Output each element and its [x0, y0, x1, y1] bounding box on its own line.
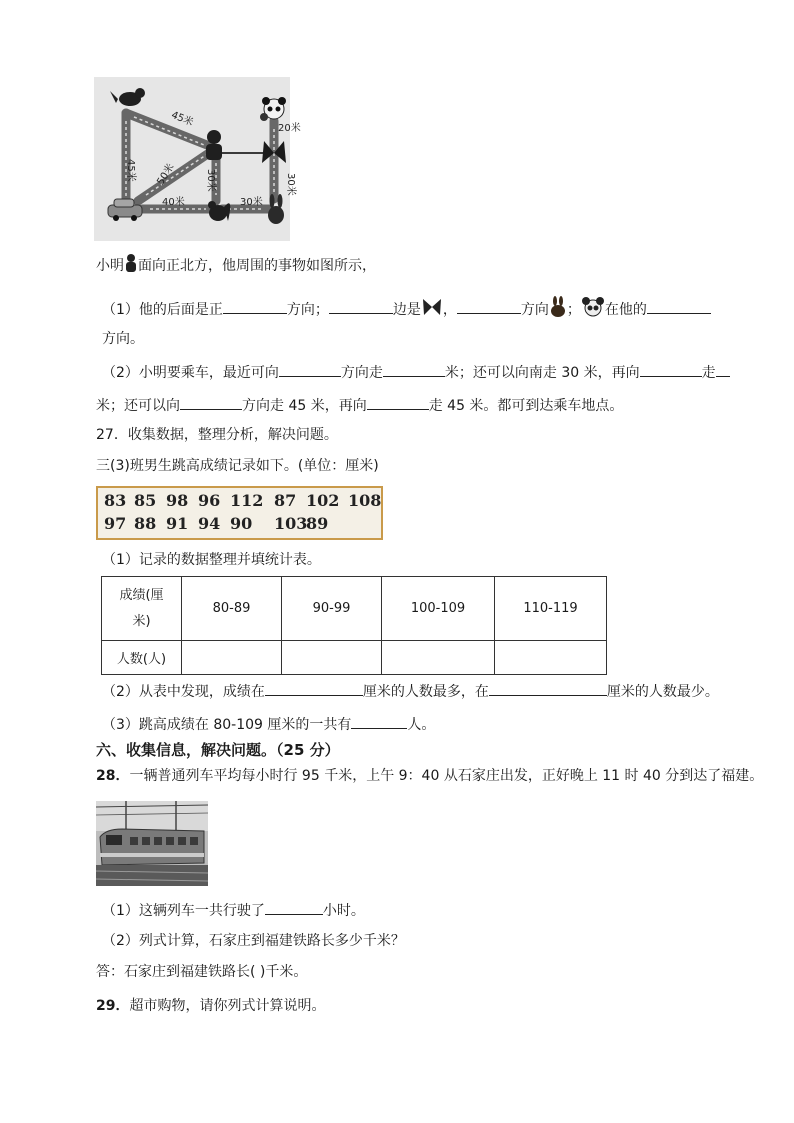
- q28-answer: 答：石家庄到福建铁路长( )千米。: [96, 964, 308, 980]
- data-value: 102: [306, 491, 340, 510]
- range-cell: 110-119: [495, 577, 607, 641]
- q28-text: 28．一辆普通列车平均每小时行 95 千米，上午 9：40 从石家庄出发，正好晚上 11 时 40 分到达了福建。: [96, 768, 764, 784]
- range-cell: 90-99: [282, 577, 382, 641]
- answer-blank[interactable]: [489, 681, 607, 696]
- data-value: 87: [274, 491, 297, 510]
- count-input-cell[interactable]: [382, 641, 495, 675]
- data-value: 94: [198, 514, 221, 533]
- row-label: 人数(人): [102, 641, 182, 675]
- answer-blank[interactable]: [647, 299, 711, 314]
- data-value: 89: [306, 514, 329, 533]
- data-value: 97: [104, 514, 127, 533]
- label-diag-50: 50米: [155, 162, 177, 188]
- section-6-title: 六、收集信息，解决问题。（25 分）: [96, 741, 340, 759]
- boy-icon: [124, 253, 138, 279]
- answer-blank[interactable]: [640, 362, 702, 377]
- data-value: 103: [274, 514, 308, 533]
- header-label: 成绩(厘 米): [102, 577, 182, 641]
- count-input-cell[interactable]: [495, 641, 607, 675]
- q26-intro: 小明 面向正北方，他周围的事物如图所示，: [96, 253, 376, 279]
- data-row-1: [104, 491, 388, 510]
- q28-part2: （2）列式计算，石家庄到福建铁路长多少千米？: [102, 933, 405, 949]
- q26-part1-end: 方向。: [102, 331, 144, 347]
- data-value: 88: [134, 514, 157, 533]
- answer-blank[interactable]: [457, 299, 521, 314]
- answer-blank[interactable]: [265, 900, 323, 915]
- count-input-cell[interactable]: [182, 641, 282, 675]
- q27-part1: （1）记录的数据整理并填统计表。: [102, 552, 321, 568]
- answer-blank[interactable]: [367, 395, 429, 410]
- q27-part3: （3）跳高成绩在 80-109 厘米的一共有 人。: [102, 714, 435, 735]
- q27-title: 27．收集数据，整理分析，解决问题。: [96, 427, 338, 443]
- q29-text: 29．超市购物，请你列式计算说明。: [96, 998, 326, 1014]
- data-value: 90: [230, 514, 253, 533]
- answer-blank[interactable]: [265, 681, 363, 696]
- range-cell: 100-109: [382, 577, 495, 641]
- panda-icon: [581, 297, 605, 323]
- q26-part1: （1）他的后面是正 方向； 边是 ， 方向 ； 在他的: [102, 296, 711, 324]
- label-bottom-left-40: 40米: [162, 197, 185, 208]
- q28-part1: （1）这辆列车一共行驶了 小时。: [102, 900, 365, 921]
- rabbit-icon: [549, 296, 567, 324]
- data-value: 98: [166, 491, 189, 510]
- table-count-row: [102, 641, 607, 675]
- answer-blank[interactable]: [329, 299, 393, 314]
- stat-table: [101, 576, 607, 675]
- train-photo: [96, 801, 208, 886]
- answer-blank[interactable]: [223, 299, 287, 314]
- label-right-30: 30米: [285, 173, 296, 196]
- data-value: 112: [230, 491, 264, 510]
- label-top-45: 45米: [169, 109, 195, 129]
- jump-data-box: [96, 486, 383, 540]
- label-left-45: 45米: [125, 159, 136, 182]
- data-row-2: [104, 514, 348, 533]
- label-center-30: 30米: [205, 169, 216, 192]
- answer-blank[interactable]: [351, 714, 407, 729]
- answer-blank[interactable]: [383, 362, 445, 377]
- data-value: 85: [134, 491, 157, 510]
- butterfly-icon: [421, 298, 443, 322]
- data-value: 96: [198, 491, 221, 510]
- answer-blank[interactable]: [716, 362, 730, 377]
- label-bottom-right-30: 30米: [240, 197, 263, 208]
- answer-blank[interactable]: [279, 362, 341, 377]
- label-right-20: 20米: [278, 123, 301, 134]
- answer-blank[interactable]: [180, 395, 242, 410]
- data-value: 91: [166, 514, 189, 533]
- q26-part2-cont: 米；还可以向 方向走 45 米，再向 走 45 米。都可到达乘车地点。: [96, 395, 623, 416]
- q27-subtitle: 三(3)班男生跳高成绩记录如下。(单位：厘米): [96, 458, 379, 474]
- q26-part2: （2）小明要乘车，最近可向 方向走 米；还可以向南走 30 米，再向 走: [102, 362, 730, 383]
- boy-icon: [206, 130, 222, 160]
- data-value: 83: [104, 491, 127, 510]
- q27-part2: （2）从表中发现，成绩在 厘米的人数最多，在 厘米的人数最少。: [102, 681, 719, 702]
- data-value: 108: [348, 491, 382, 510]
- direction-map-figure: [94, 77, 301, 241]
- table-header-row: [102, 577, 607, 641]
- count-input-cell[interactable]: [282, 641, 382, 675]
- range-cell: 80-89: [182, 577, 282, 641]
